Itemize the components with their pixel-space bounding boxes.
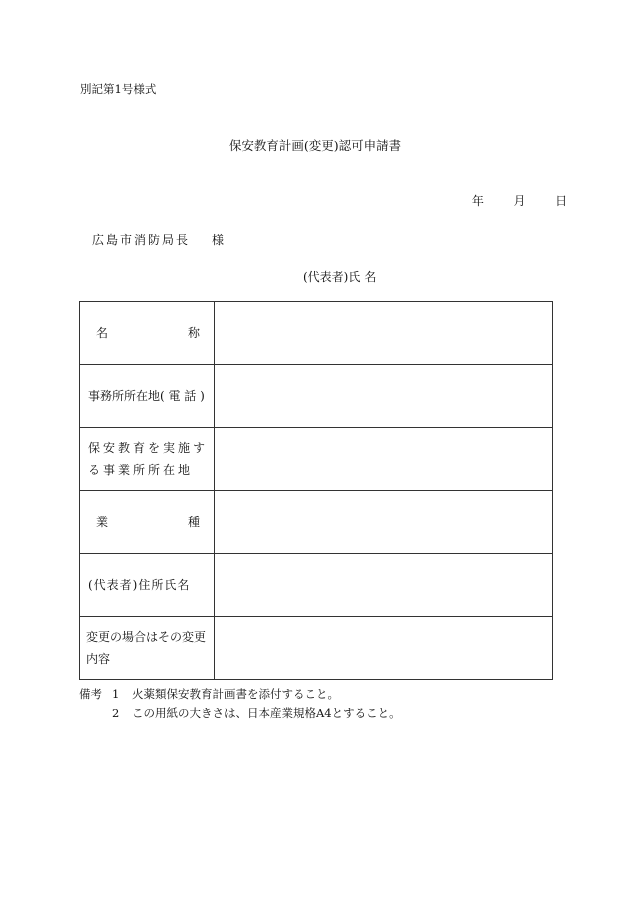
name-field[interactable] — [215, 302, 553, 365]
row-label-name — [80, 302, 215, 365]
label-part: 名 — [96, 326, 109, 340]
document-title: 保安教育計画(変更)認可申請書 — [228, 138, 402, 153]
addressee — [92, 231, 224, 248]
form-number: 別記第1号様式 — [80, 82, 157, 96]
remark-text: 火薬類保安教育計画書を添付すること。 — [132, 687, 339, 701]
remark-item — [79, 704, 401, 723]
table-row — [80, 365, 553, 428]
year-label: 年 — [471, 194, 484, 208]
remark-text: この用紙の大きさは、日本産業規格A4とすること。 — [132, 706, 401, 720]
remarks-indent — [79, 704, 112, 723]
label-line: 変更の場合はその変更 — [86, 630, 207, 644]
applicant-representative-label: (代表者)氏 — [303, 270, 361, 284]
label-text: 事務所所在地( 電 話 ) — [88, 389, 205, 403]
row-label-representative — [80, 554, 215, 617]
table-row — [80, 302, 553, 365]
table-row — [80, 554, 553, 617]
table-row — [80, 491, 553, 554]
day-label: 日 — [555, 194, 568, 208]
row-label-training-site — [80, 428, 215, 491]
business-type-field[interactable] — [215, 491, 553, 554]
representative-field[interactable] — [215, 554, 553, 617]
applicant-line — [303, 268, 376, 285]
label-part: 称 — [187, 326, 200, 340]
label-line: る事業所所在地 — [88, 463, 194, 477]
date-line — [446, 192, 567, 209]
change-details-field[interactable] — [215, 617, 553, 680]
addressee-honorific: 様 — [212, 233, 225, 247]
remark-number: 1 — [112, 687, 120, 701]
row-label-business-type — [80, 491, 215, 554]
label-text: (代表者)住所氏名 — [88, 578, 191, 592]
table-row — [80, 617, 553, 680]
application-form-table — [79, 301, 553, 680]
label-part: 種 — [187, 515, 200, 529]
remarks-heading: 備考 — [79, 687, 102, 701]
row-label-change-details — [80, 617, 215, 680]
remark-number: 2 — [112, 706, 120, 720]
remarks — [79, 685, 401, 723]
label-line: 保安教育を実施す — [88, 441, 209, 455]
training-site-field[interactable] — [215, 428, 553, 491]
office-address-field[interactable] — [215, 365, 553, 428]
table-row — [80, 428, 553, 491]
row-label-office-address — [80, 365, 215, 428]
addressee-name: 広島市消防局長 — [92, 233, 191, 247]
applicant-name-label: 名 — [364, 270, 377, 284]
month-label: 月 — [513, 194, 526, 208]
label-line: 内容 — [86, 652, 111, 666]
label-part: 業 — [96, 515, 109, 529]
remark-item — [79, 685, 401, 704]
